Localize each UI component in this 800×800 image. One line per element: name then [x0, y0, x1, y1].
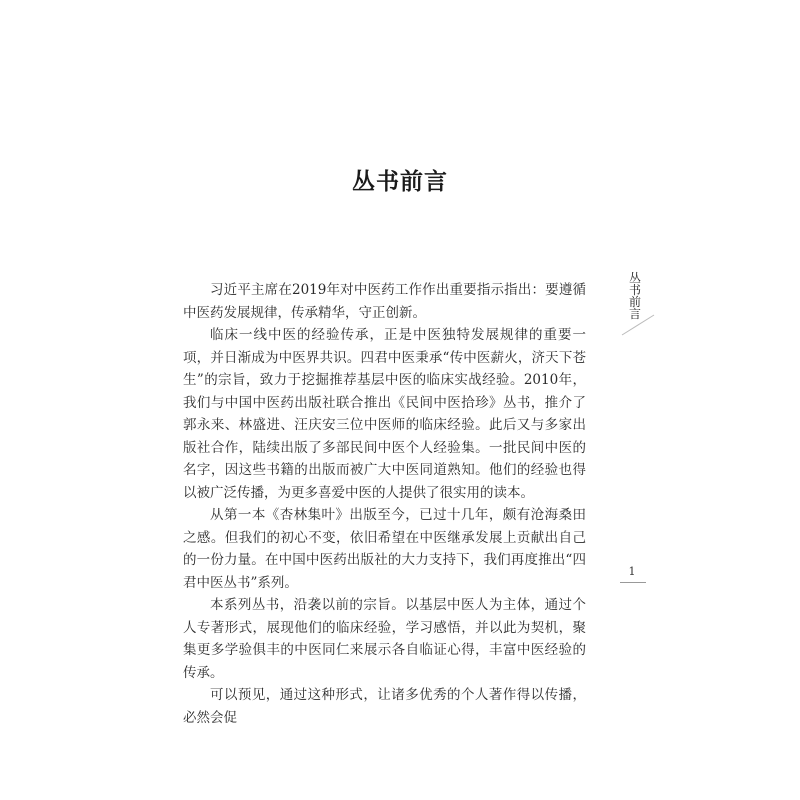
section-tab-divider	[618, 312, 658, 337]
paragraph: 可以预见，通过这种形式，让诸多优秀的个人著作得以传播，必然会促	[183, 687, 586, 726]
body-text	[183, 279, 586, 729]
paragraph: 本系列丛书，沿袭以前的宗旨。以基层中医人为主体，通过个人专著形式，展现他们的临床经验，学习感悟，并以此为契机，聚集更多学验俱丰的中医同仁来展示各自临证心得，丰富中医经验的传承。	[183, 597, 586, 681]
side-section-tab: 丛书前言	[628, 271, 641, 321]
page-number: 1	[628, 565, 636, 578]
page-number-divider	[620, 582, 646, 583]
paragraph: 临床一线中医的经验传承，正是中医独特发展规律的重要一项，并日渐成为中医界共识。四君中医秉承“传中医薪火，济天下苍生”的宗旨，致力于挖掘推荐基层中医的临床实战经验。2010年，我们与中国中医药出版社联合推出《民间中医拾珍》丛书，推介了郭永来、林盛进、汪庆安三位中医师的临床经验。此后又与多家出版社合作，陆续出版了多部民间中医个人经验集。一批民间中医的名字，因这些书籍的出版而被广大中医同道熟知。他们的经验也得以被广泛传播，为更多喜爱中医的人提供了很实用的读本。	[183, 327, 586, 501]
page-title: 丛书前言	[352, 168, 448, 195]
paragraph: 习近平主席在2019年对中医药工作作出重要指示指出：要遵循中医药发展规律，传承精华，守正创新。	[183, 282, 586, 321]
paragraph: 从第一本《杏林集叶》出版至今，已过十几年，颇有沧海桑田之感。但我们的初心不变，依旧希望在中医继承发展上贡献出自己的一份力量。在中国中医药出版社的大力支持下，我们再度推出“四君中医丛书”系列。	[183, 507, 586, 591]
